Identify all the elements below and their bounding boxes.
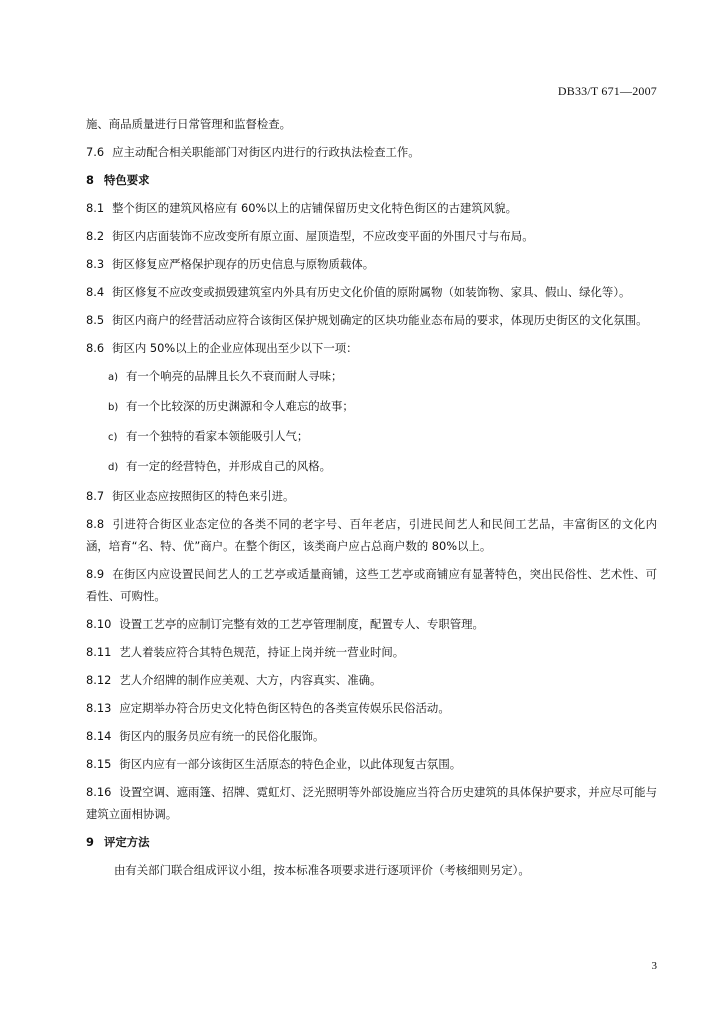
list-item-a: [108, 365, 657, 389]
clause-8-12: [86, 669, 657, 691]
clause-8-7: [86, 485, 657, 507]
list-marker: c): [108, 432, 118, 443]
clause-number: 8.3: [86, 257, 105, 271]
page-number: 3: [651, 960, 657, 972]
clause-8-4: [86, 281, 657, 303]
section-8-heading: [86, 169, 657, 191]
clause-text: 街区内店面装饰不应改变所有原立面、屋顶造型，不应改变平面的外围尺寸与布局。: [112, 229, 534, 243]
clause-text: 艺人着装应符合其特色规范，持证上岗并统一营业时间。: [119, 645, 405, 659]
section-title: 评定方法: [104, 835, 150, 849]
clause-number: 8.13: [86, 701, 112, 715]
document-code-header: DB33/T 671—2007: [557, 84, 657, 98]
clause-number: 7.6: [86, 145, 105, 159]
clause-text: 街区修复不应改变或损毁建筑室内外具有历史文化价值的原附属物（如装饰物、家具、假山、绿化等）。: [112, 285, 631, 299]
clause-text: 街区内的服务员应有统一的民俗化服饰。: [119, 729, 325, 743]
clause-text: 引进符合街区业态定位的各类不同的老字号、百年老店，引进民间艺人和民间工艺品，丰富街区的文化内涵，培育“名、特、优”商户。在整个街区，该类商户应占总商户数的 80%以上。: [86, 517, 657, 553]
clause-text: 在街区内应设置民间艺人的工艺亭或适量商铺，这些工艺亭或商铺应有显著特色，突出民俗性、艺术性、可看性、可购性。: [86, 567, 657, 603]
clause-number: 8.12: [86, 673, 112, 687]
clause-8-5: [86, 309, 657, 331]
clause-text: 整个街区的建筑风格应有 60%以上的店铺保留历史文化特色街区的古建筑风貌。: [112, 201, 517, 215]
clause-text: 设置空调、遮雨篷、招牌、霓虹灯、泛光照明等外部设施应当符合历史建筑的具体保护要求，并应尽可能与建筑立面相协调。: [86, 785, 657, 821]
clause-text: 应定期举办符合历史文化特色街区特色的各类宣传娱乐民俗活动。: [119, 701, 450, 715]
list-item-d: [108, 455, 657, 479]
clause-number: 8.2: [86, 229, 105, 243]
clause-7-6: [86, 141, 657, 163]
clause-8-2: [86, 225, 657, 247]
list-item-text: 有一个响亮的品牌且长久不衰而耐人寻味；: [126, 369, 343, 383]
clause-8-3: [86, 253, 657, 275]
clause-number: 8.7: [86, 489, 105, 503]
clause-number: 8.14: [86, 729, 112, 743]
clause-8-8: [86, 513, 657, 557]
continuation-text: 施、商品质量进行日常管理和监督检查。: [86, 117, 292, 131]
list-item-text: 有一个独特的看家本领能吸引人气；: [126, 429, 309, 443]
clause-text: 街区内应有一部分该街区生活原态的特色企业，以此体现复古氛围。: [119, 757, 462, 771]
list-item-text: 有一个比较深的历史渊源和令人难忘的故事；: [126, 399, 354, 413]
clause-text: 街区内 50%以上的企业应体现出至少以下一项：: [112, 341, 358, 355]
list-item-b: [108, 395, 657, 419]
list-marker: d): [108, 462, 119, 473]
clause-8-13: [86, 697, 657, 719]
clause-number: 8.11: [86, 645, 112, 659]
clause-8-11: [86, 641, 657, 663]
clause-8-1: [86, 197, 657, 219]
clause-number: 8.15: [86, 757, 112, 771]
clause-8-15: [86, 753, 657, 775]
clause-8-16: [86, 781, 657, 825]
clause-8-10: [86, 613, 657, 635]
list-marker: b): [108, 402, 119, 413]
section-9-heading: [86, 831, 657, 853]
clause-8-9: [86, 563, 657, 607]
section-number: 9: [86, 835, 94, 849]
section-9-body: 由有关部门联合组成评议小组，按本标准各项要求进行逐项评价（考核细则另定）。: [114, 863, 530, 877]
page-content: [86, 113, 657, 887]
clause-8-6: [86, 337, 657, 359]
list-item-c: [108, 425, 657, 449]
clause-number: 8.4: [86, 285, 105, 299]
clause-number: 8.5: [86, 313, 105, 327]
clause-number: 8.6: [86, 341, 105, 355]
clause-8-14: [86, 725, 657, 747]
clause-number: 8.9: [86, 567, 105, 581]
clause-number: 8.16: [86, 785, 112, 799]
clause-number: 8.1: [86, 201, 105, 215]
list-marker: a): [108, 372, 119, 383]
clause-text: 街区业态应按照街区的特色来引进。: [112, 489, 295, 503]
clause-text: 街区内商户的经营活动应符合该街区保护规划确定的区块功能业态布局的要求，体现历史街区的文化氛围。: [112, 313, 648, 327]
clause-text: 街区修复应严格保护现存的历史信息与原物质载体。: [112, 257, 375, 271]
clause-text: 艺人介绍牌的制作应美观、大方，内容真实、准确。: [119, 673, 382, 687]
section-number: 8: [86, 173, 94, 187]
clause-text: 设置工艺亭的应制订完整有效的工艺亭管理制度，配置专人、专职管理。: [119, 617, 484, 631]
list-item-text: 有一定的经营特色，并形成自己的风格。: [126, 459, 332, 473]
clause-text: 应主动配合相关职能部门对街区内进行的行政执法检查工作。: [112, 145, 420, 159]
clause-number: 8.10: [86, 617, 112, 631]
section-title: 特色要求: [104, 173, 150, 187]
clause-number: 8.8: [86, 517, 105, 531]
